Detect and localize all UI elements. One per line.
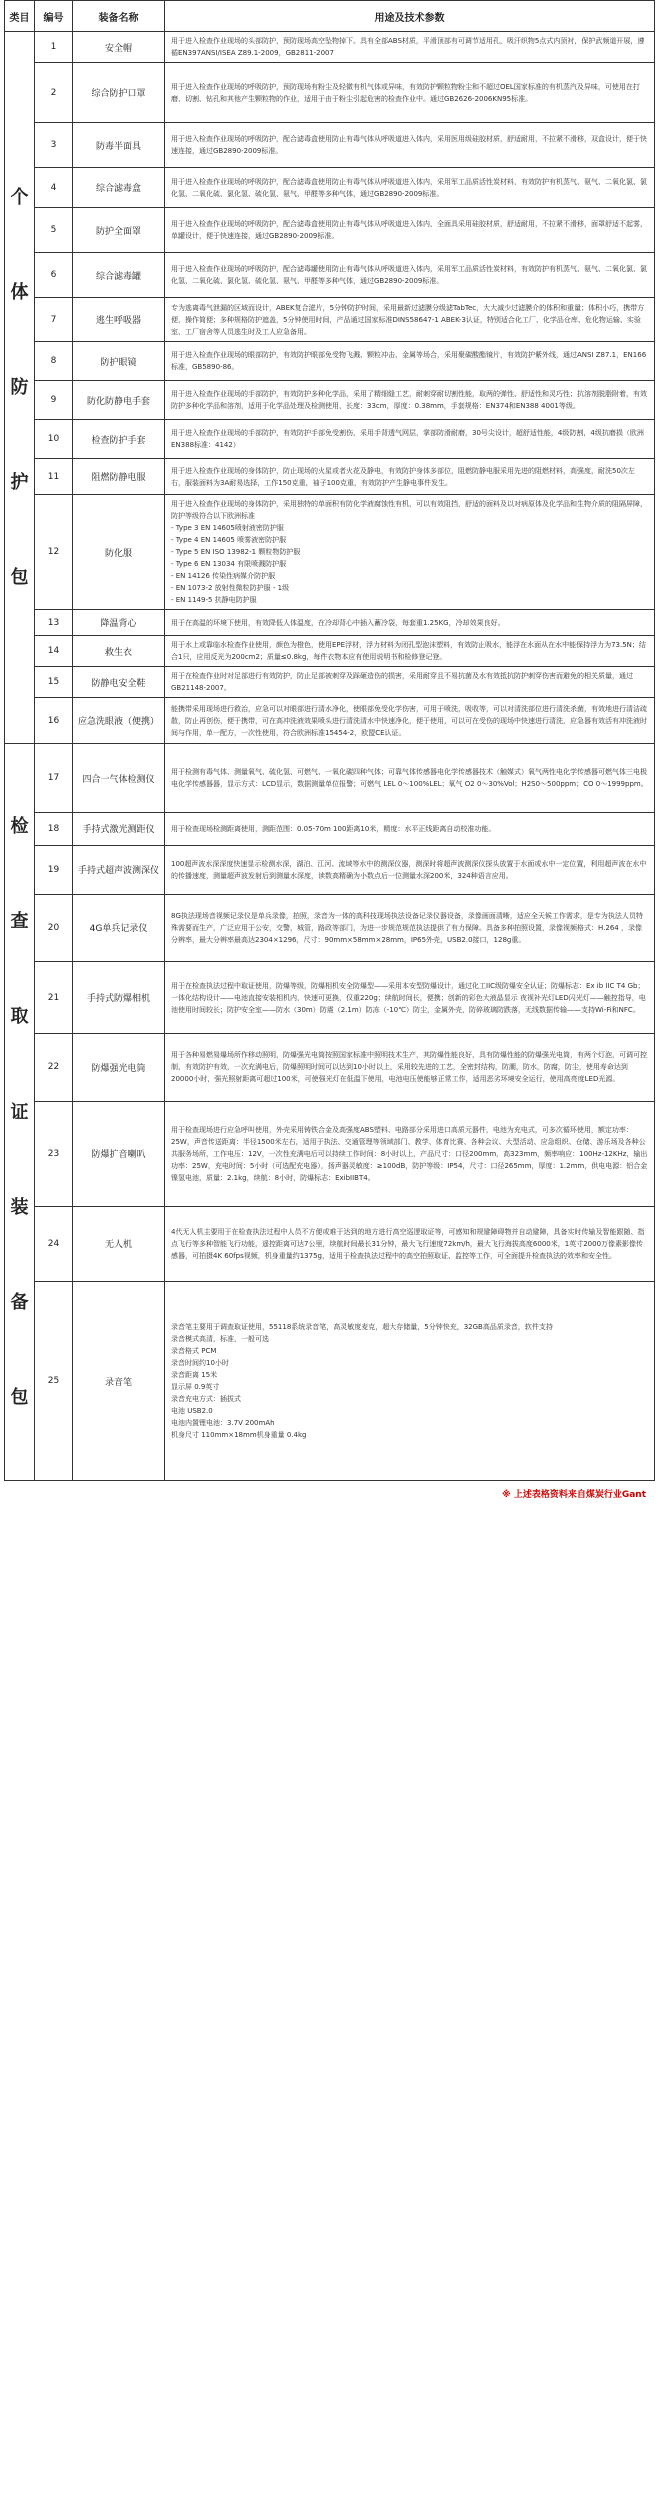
table-row (5, 63, 655, 123)
row-number: 21 (35, 962, 73, 1034)
table-row (5, 298, 655, 342)
equipment-spec: 用于在高温的环境下使用，有效降低人体温度，在冷却背心中插入蓄冷袋，每套重1.25KG，冷却效果良好。 (165, 610, 655, 636)
table-row (5, 32, 655, 63)
equipment-table (4, 0, 655, 1481)
equipment-name: 手持式防爆相机 (73, 962, 165, 1034)
row-number: 7 (35, 298, 73, 342)
row-number: 23 (35, 1101, 73, 1206)
equipment-name: 防爆扩音喇叭 (73, 1101, 165, 1206)
table-row (5, 168, 655, 208)
equipment-spec: 100超声波水深深度快速显示检测水深，湖泊、江河、流域等水中的测深仪器，测深时将超声波测深仪探头放置于水面或水中一定位置，利用超声波在水中的传播速度，测量超声波发射后到测量水深度，读数高精确为小数点后一位测量水深200米，324种语言应用。 (165, 845, 655, 894)
equipment-spec: 用于进入检查作业现场的呼吸防护，配合滤毒盒使用防止有毒气体从呼吸道进入体内，采用军工品质活性炭材料，有效防护有机蒸气、氨气、二氧化氯、氯化氢、二氧化硫、氯化氢、硫化氢、氨气、甲醛等多种气体，通过GB2890-2009标准。 (165, 168, 655, 208)
row-number: 24 (35, 1206, 73, 1281)
equipment-name: 降温背心 (73, 610, 165, 636)
row-number: 11 (35, 459, 73, 495)
header-category: 类目 (5, 1, 35, 32)
category-char: 个 (10, 186, 29, 208)
equipment-spec: 用于进入检查作业现场的眼部防护，有效防护眼部免受物飞溅、颗粒冲击、金属等场合，采用聚碳酸酯镜片，有效防护紫外线，通过ANSI Z87.1，EN166标准，GB5890-86。 (165, 342, 655, 381)
equipment-spec: 录音笔主要用于调查取证使用，55118系统录音笔，高灵敏度麦克，超大存储量，5分钟快充，32GB高品质录音，软件支持 录音模式高清，标准，一般可选 录音格式 PCM 录音时间约10小时 录音距离 15米 显示屏 0.9英寸 录音充电方式：插拔式 电池 USB2.0 电池内置锂电池：3.7V 200mAh 机身尺寸 110mm×18mm机身重量 0.4kg (165, 1282, 655, 1481)
table-row (5, 208, 655, 253)
table-row (5, 1034, 655, 1101)
category-char: 防 (10, 376, 29, 398)
table-row (5, 845, 655, 894)
document-page (4, 0, 654, 1500)
equipment-spec: 能携带采用现场进行救治，应急可以对眼部进行清水净化，使眼部免受化学伤害，可用于喷洗，吸收等，可以对清洗部位进行清洗杀菌，有效地进行清洁疏散，防止再创伤，便于携带，可在高冲洗液效果喷头进行清洗清水中快速净化，便于使用，可以可在受伤的现场中快速进行清洗，应急器有效活有冲洗液时间与作用，单一配方，一次性使用，符合欧洲标准15454-2，欧盟CE认证。 (165, 698, 655, 744)
table-row (5, 744, 655, 813)
row-number: 15 (35, 667, 73, 698)
row-number: 5 (35, 208, 73, 253)
category-char: 包 (10, 567, 29, 589)
equipment-spec: 4代无人机主要用于在检查执法过程中人员不方便或难于达到的地方进行高空巡逻取证等，可感知和规避障碍物并自动避障，具备实时传输及智能跟随、指点飞行等多种智能飞行功能，遥控距离可达7公里，续航时间最长31分钟，最大飞行速度72km/h，最大飞行海拔高度6000米，1英寸2000万像素影像传感器，可拍摄4K 60fps视频，机身重量约1375g，适用于检查执法过程中的高空拍照取证、监控等工作，可全面提升检查执法的效率和安全性。 (165, 1206, 655, 1281)
equipment-spec: 用于进入检查作业现场的身体防护，采用独特的单面积有防化学液腐蚀性有机，可以有效阻挡，舒适的面料及以对病原体及化学品和生物介质的阻隔屏障，防护等级符合以下欧洲标准 - Type 3 EN 14605喷射液密防护服 - Type 4 EN 14605 喷雾液密防护服 - Type 5 EN ISO 13982-1 颗粒物防护服 - Type 6 EN 13034 有限喷溅防护服 - EN 14126 传染性病媒介防护服 - EN 1073-2 放射性微粒防护服 - 1级 - EN 1149-5 抗静电防护服 (165, 495, 655, 610)
equipment-spec: 用于水上或靠临水检查作业使用，颜色为橙色，使用EPE浮材，浮力材料为闭孔型泡沫塑料，有效防止吸水，能浮在水面从在水中能保持浮力为73.5N；结合1只，应用反光为200cm2；质量≤0.8kg，每件衣物本应有使用说明书和检修登记登。 (165, 636, 655, 667)
row-number: 17 (35, 744, 73, 813)
table-row (5, 1282, 655, 1481)
equipment-name: 四合一气体检测仪 (73, 744, 165, 813)
row-number: 13 (35, 610, 73, 636)
row-number: 6 (35, 253, 73, 298)
equipment-name: 逃生呼吸器 (73, 298, 165, 342)
category-cell (5, 32, 35, 744)
category-char: 包 (10, 1387, 29, 1409)
equipment-spec: 用于在检查作业时对足部进行有效防护，防止足部被刺穿及踩砸造伤的损害，采用耐穿且不易抗菌及水有效抵抗防护刺穿伤害而避免的相关质量，通过GB21148-2007。 (165, 667, 655, 698)
header-number: 编号 (35, 1, 73, 32)
category-char: 备 (10, 1291, 29, 1313)
equipment-name: 安全帽 (73, 32, 165, 63)
equipment-name: 防化服 (73, 495, 165, 610)
equipment-name: 防毒半面具 (73, 123, 165, 168)
table-row (5, 813, 655, 846)
equipment-name: 录音笔 (73, 1282, 165, 1481)
equipment-name: 阻燃防静电服 (73, 459, 165, 495)
category-char: 取 (10, 1006, 29, 1028)
row-number: 3 (35, 123, 73, 168)
category-char: 装 (10, 1196, 29, 1218)
equipment-name: 4G单兵记录仪 (73, 894, 165, 961)
equipment-spec: 用于各种易燃易爆场所作移动照明，防爆强光电筒按照国家标准中照明技术生产，其防爆性能良好，具有防爆性能的防爆强光电筒，有两个灯泡，可调可控制，有效防护有效，一次充满电后，防爆照明时间可以达到10小时以上，采用较先进的工艺，全密封结构，防潮，防水，防腐，防尘，使用寿命达到20000小时，强光照射距离可超过100米，可使强光灯在低温下使用，电池电压使能够正常工作，适用恶劣环境安全运行，使用高亮度LED光源。 (165, 1034, 655, 1101)
header-name: 装备名称 (73, 1, 165, 32)
row-number: 22 (35, 1034, 73, 1101)
equipment-name: 手持式超声波测深仪 (73, 845, 165, 894)
table-row (5, 459, 655, 495)
table-row (5, 962, 655, 1034)
row-number: 25 (35, 1282, 73, 1481)
equipment-name: 防化防静电手套 (73, 381, 165, 420)
equipment-name: 应急洗眼液（便携） (73, 698, 165, 744)
category-char: 检 (10, 816, 29, 837)
row-number: 8 (35, 342, 73, 381)
table-row (5, 495, 655, 610)
equipment-spec: 用于进入检查作业现场的呼吸防护，预防现场有粉尘及轻微有机气体或异味，有效防护颗粒物粉尘和不超过OEL国家标准的有机蒸汽及异味，可使用在打磨、切割、钻孔和其他产生颗粒物的作业，适用于由于粉尘引起危害的检查作业中。通过GB2626-2006KN95标准。 (165, 63, 655, 123)
row-number: 19 (35, 845, 73, 894)
table-row (5, 253, 655, 298)
equipment-spec: 用于进入检查作业现场的呼吸防护，配合滤毒盒使用防止有毒气体从呼吸道进入体内，采用医用级硅胶材质，舒适耐用，不拉紧不滑移，双盒设计，便于快速连接，通过GB2890-2009标准。 (165, 123, 655, 168)
row-number: 16 (35, 698, 73, 744)
equipment-name: 防护眼镜 (73, 342, 165, 381)
equipment-name: 检查防护手套 (73, 420, 165, 459)
table-row (5, 636, 655, 667)
equipment-spec: 用于进入检查作业现场的手部防护，有效防护多种化学品，采用了精细缝工艺，耐刺穿耐切割性能，取两的弹性、舒适性和灵巧性；抗溶剂脱脂附着，有效防护多种化学品和溶剂，适用于化学品处理及检测使用，长度：33cm，厚度：0.38mm，手套规格：EN374和EN388 4001等级。 (165, 381, 655, 420)
row-number: 1 (35, 32, 73, 63)
table-row (5, 381, 655, 420)
equipment-spec: 专为逃离毒气泄漏的区域而设计，ABEK复合滤片，5分钟防护时间，采用最新过滤膜分级滤TabTec，大大减少过滤膜介的体积和重量；体积小巧，携带方便，操作简便；多种规格防护遮盖，5分钟使用时间，产品通过国家标准DINS58647-1 ABEK-3认证，特别适合化工厂、化学品仓库、危化物运输、实验室、工厂宿舍等人员逃生时及工人应急备用。 (165, 298, 655, 342)
equipment-spec: 用于检查现场检测距离使用，测距范围：0.05-70m 100距离10米，精度：水平正线距离自动校准功能。 (165, 813, 655, 846)
row-number: 14 (35, 636, 73, 667)
table-row (5, 420, 655, 459)
equipment-name: 手持式激光测距仪 (73, 813, 165, 846)
equipment-spec: 用于进入检查作业现场的呼吸防护，配合滤毒盒使用防止有毒气体从呼吸道进入体内，全面具采用硅胶材质，舒适耐用，不拉紧不滑移，面罩舒适不起雾，单罐设计，便于快速连接，通过GB2890-2009标准。 (165, 208, 655, 253)
table-row (5, 342, 655, 381)
table-body (5, 32, 655, 1481)
category-char: 体 (10, 281, 29, 303)
equipment-spec: 用于检测有毒气体、测量氧气、硫化氢、可燃气、一氧化碳四种气体；可靠气体传感器电化学传感器技术（触媒式）氧气两性电化学传感器可燃气体三电极电化学传感器器，显示方式：LCD显示，数据测量单位报警；可燃气 LEL 0～100%LEL；氧气 O2 0～30%Vol；H2S0～500ppm；CO 0～1999ppm。 (165, 744, 655, 813)
equipment-name: 防静电安全鞋 (73, 667, 165, 698)
equipment-name: 防爆强光电筒 (73, 1034, 165, 1101)
equipment-spec: 用于检查现场进行应急呼叫使用，外壳采用铸铁合金及高强度ABS塑料、电路部分采用进口高质元器件，电池为充电式，可多次循环使用，额定功率：25W，声音传送距离：半径1500米左右，适用于执法、交通管理等领域部门、教学、体育比赛、各种会议、大型活动、应急组织、仓储、游乐场及各种公共服务场所，工作电压：12V，一次性充满电后可以持续工作时间：8小时以上，产品尺寸：口径200mm，高323mm，频率响应：100Hz-12KHz，输出功率：25W，充电时间：5小时（可选配充电器），扬声器灵敏度：≥100dB，防护等级：IP54，尺寸：口径265mm，厚度：1.2mm，供电电源：铝合金镍氢电池，质量：2.1kg，续航：8小时，防爆标志：ExibIIBT4。 (165, 1101, 655, 1206)
equipment-name: 综合滤毒罐 (73, 253, 165, 298)
table-row (5, 698, 655, 744)
row-number: 18 (35, 813, 73, 846)
category-char: 护 (10, 472, 29, 494)
table-row (5, 894, 655, 961)
category-char: 查 (10, 911, 29, 933)
equipment-spec: 用于进入检查作业现场的头部防护，预防现场高空坠物掉下。具有全部ABS材质，平滑顶部有可调节适用孔，吸汗织物5点式内顶衬，保护武频道开展，遵循EN397ANSI/ISEA Z89.1-2009，GB2811-2007 (165, 32, 655, 63)
category-char: 证 (10, 1101, 29, 1123)
source-note: ※ 上述表格资料来自煤炭行业Gant (501, 1490, 646, 1501)
table-row (5, 610, 655, 636)
row-number: 2 (35, 63, 73, 123)
row-number: 9 (35, 381, 73, 420)
equipment-spec: 用于在检查执法过程中取证使用，防爆等级，防爆相机安全防爆型——采用本安型防爆设计，通过化工IIC级防爆安全认证；防爆标志：Ex ib IIC T4 Gb；一体化结构设计——电池直接安装相机内，快速可更换，仅重220g；续航时间长，便携；创新的彩色大液晶显示 夜视补光灯LED闪光灯——触控指导，电池使用时间较长；防护安全室——防水（30m）防震（2.1m）防冻（-10℃）防尘，金属外壳，防碎玻璃防跌落，无线数据传输——支持Wi-Fi和NFC。 (165, 962, 655, 1034)
table-row (5, 667, 655, 698)
table-row (5, 1206, 655, 1281)
equipment-spec: 用于进入检查作业现场的身体防护，防止现场的火星或者火花及静电，有效防护身体多部位，阻燃防静电服采用先进的阻燃材料，高强度，耐洗50次左右，服装面料为3A耐易选择，工作150克重，袖子100克重，有效防护产生静电事件发生。 (165, 459, 655, 495)
equipment-name: 综合防护口罩 (73, 63, 165, 123)
table-row (5, 123, 655, 168)
row-number: 4 (35, 168, 73, 208)
equipment-spec: 用于进入检查作业现场的手部防护，有效防护手部免受割伤，采用手背透气网层，掌部防滑耐磨，30号尖设计，超舒适性能，4级防割，4级抗磨损（欧洲EN388标准：4142） (165, 420, 655, 459)
equipment-spec: 用于进入检查作业现场的呼吸防护，配合滤毒罐使用防止有毒气体从呼吸道进入体内，采用军工品质活性炭材料，有效防护有机蒸气、氨气、二氧化氯、氯化氢、二氧化硫、氯化氢、硫化氢、氨气、甲醛等多种气体，通过GB2890-2009标准。 (165, 253, 655, 298)
header-spec: 用途及技术参数 (165, 1, 655, 32)
row-number: 10 (35, 420, 73, 459)
category-cell (5, 744, 35, 1481)
equipment-name: 救生衣 (73, 636, 165, 667)
equipment-name: 综合滤毒盒 (73, 168, 165, 208)
table-header-row (5, 1, 655, 32)
equipment-spec: 8G执法现场音视频记录仪是单兵录像，拍照，录音为一体的高科技现场执法设备记录仪器设备，录像画面清晰，适应全天候工作需求，是专为执法人员特殊需要而生产，广泛应用于公安，交警，城管，路政等部门，为进一步规范规范执法提供了有力保障。具备多种拍照设置，录像视频格式：H.264 ，录像分辨率，最大分辨率最高达2304×1296，尺寸：90mm×58mm×28mm，IP65外壳，USB2.0接口，128g重。 (165, 894, 655, 961)
equipment-name: 防护全面罩 (73, 208, 165, 253)
row-number: 12 (35, 495, 73, 610)
equipment-name: 无人机 (73, 1206, 165, 1281)
table-row (5, 1101, 655, 1206)
row-number: 20 (35, 894, 73, 961)
